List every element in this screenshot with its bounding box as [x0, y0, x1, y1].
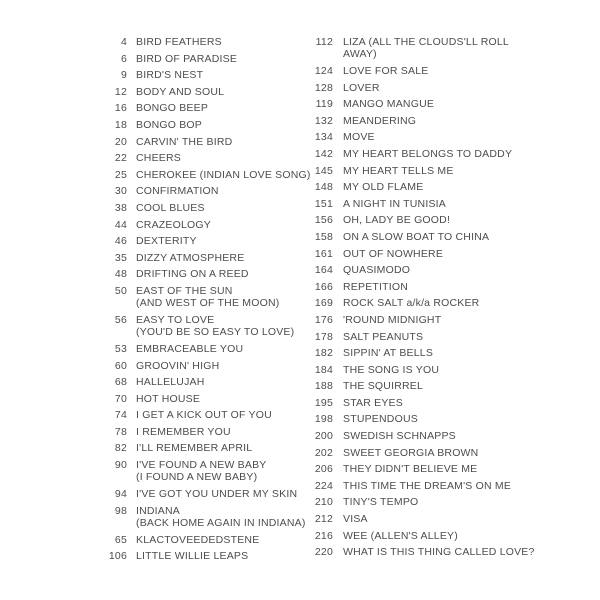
- entry-title: STUPENDOUS: [343, 413, 418, 426]
- entry-title: DRIFTING ON A REED: [136, 268, 249, 281]
- entry-page-number: 176: [314, 313, 333, 326]
- index-entry: [99, 550, 314, 562]
- entry-page-number: 212: [314, 513, 333, 526]
- entry-title: OUT OF NOWHERE: [343, 247, 444, 260]
- entry-page-number: 178: [314, 330, 333, 343]
- entry-title: KLACTOVEEDEDSTENE: [136, 533, 260, 546]
- index-entry: [305, 131, 535, 143]
- entry-page-number: 220: [314, 546, 333, 559]
- entry-page-number: 30: [114, 185, 127, 198]
- entry-title: I GET A KICK OUT OF YOU: [136, 409, 272, 422]
- entry-page-number: 119: [315, 98, 333, 111]
- entry-title: STAR EYES: [343, 396, 403, 409]
- entry-title: SWEDISH SCHNAPPS: [343, 430, 456, 443]
- index-entry: [305, 98, 535, 110]
- entry-page-number: 134: [314, 131, 333, 144]
- entry-title: MY OLD FLAME: [343, 181, 424, 194]
- index-entry: [305, 397, 535, 409]
- index-entry: [305, 165, 535, 177]
- index-entry: [305, 198, 535, 210]
- index-entry: [99, 285, 314, 310]
- entry-page-number: 182: [314, 347, 333, 360]
- index-entry: [99, 426, 314, 438]
- entry-title: EASY TO LOVE (YOU'D BE SO EASY TO LOVE): [136, 313, 295, 339]
- index-entry: [305, 447, 535, 459]
- entry-title: I'VE GOT YOU UNDER MY SKIN: [136, 488, 298, 501]
- entry-title: BONGO BEEP: [136, 102, 209, 115]
- index-entry: [99, 534, 314, 546]
- entry-title: ON A SLOW BOAT TO CHINA: [343, 230, 490, 243]
- entry-title: MY HEART BELONGS TO DADDY: [343, 147, 513, 160]
- entry-title: OH, LADY BE GOOD!: [343, 214, 451, 227]
- entry-page-number: 166: [314, 280, 333, 293]
- entry-title: BODY AND SOUL: [136, 85, 225, 98]
- entry-page-number: 25: [114, 168, 127, 181]
- entry-title: BIRD'S NEST: [136, 69, 204, 82]
- entry-title: THE SQUIRREL: [343, 380, 423, 393]
- index-entry: [305, 530, 535, 542]
- entry-page-number: 18: [114, 118, 127, 131]
- entry-page-number: 90: [114, 459, 127, 472]
- entry-title: LIZA (ALL THE CLOUDS'LL ROLL AWAY): [343, 36, 509, 61]
- entry-page-number: 184: [314, 363, 333, 376]
- entry-title: MEANDERING: [343, 114, 417, 127]
- entry-title: 'ROUND MIDNIGHT: [343, 313, 442, 326]
- entry-title: MANGO MANGUE: [343, 98, 435, 111]
- entry-title: BIRD FEATHERS: [136, 36, 222, 48]
- entry-page-number: 202: [314, 446, 333, 459]
- entry-page-number: 50: [114, 284, 127, 297]
- entry-title: LOVE FOR SALE: [343, 65, 429, 77]
- entry-title: GROOVIN' HIGH: [136, 359, 220, 372]
- entry-page-number: 53: [114, 342, 127, 355]
- index-entry: [99, 376, 314, 388]
- entry-page-number: 38: [114, 201, 127, 214]
- entry-page-number: 44: [114, 218, 127, 231]
- index-entry: [99, 360, 314, 372]
- entry-page-number: 142: [314, 147, 333, 160]
- index-entry: [99, 185, 314, 197]
- index-entry: [305, 480, 535, 492]
- entry-title: VISA: [343, 513, 368, 526]
- entry-title: DIZZY ATMOSPHERE: [136, 251, 245, 264]
- index-entry: [99, 102, 314, 114]
- entry-title: WEE (ALLEN'S ALLEY): [343, 529, 458, 542]
- entry-title: HOT HOUSE: [136, 392, 201, 405]
- entry-title: I REMEMBER YOU: [136, 425, 231, 438]
- index-entry: [305, 281, 535, 293]
- entry-page-number: 112: [315, 36, 333, 48]
- entry-title: I'LL REMEMBER APRIL: [136, 442, 253, 455]
- entry-page-number: 46: [114, 235, 127, 248]
- entry-title: CRAZEOLOGY: [136, 218, 211, 231]
- index-entry: [99, 393, 314, 405]
- entry-title: THE SONG IS YOU: [343, 363, 440, 376]
- entry-page-number: 156: [314, 214, 333, 227]
- index-left-column: [99, 36, 314, 567]
- entry-page-number: 132: [314, 114, 333, 127]
- entry-page-number: 198: [314, 413, 333, 426]
- index-entry: [99, 53, 314, 65]
- entry-title: CONFIRMATION: [136, 185, 219, 198]
- index-entry: [305, 380, 535, 392]
- entry-title: REPETITION: [343, 280, 409, 293]
- index-entry: [305, 347, 535, 359]
- entry-page-number: 188: [314, 380, 333, 393]
- index-entry: [305, 413, 535, 425]
- entry-page-number: 145: [314, 164, 333, 177]
- entry-page-number: 82: [114, 442, 127, 455]
- index-entry: [99, 36, 314, 48]
- entry-title: LITTLE WILLIE LEAPS: [136, 550, 249, 563]
- entry-page-number: 60: [114, 359, 127, 372]
- entry-title: A NIGHT IN TUNISIA: [343, 197, 446, 210]
- entry-title: SIPPIN' AT BELLS: [343, 347, 434, 360]
- entry-page-number: 164: [314, 264, 333, 277]
- index-entry: [99, 252, 314, 264]
- entry-page-number: 200: [314, 430, 333, 443]
- entry-page-number: 74: [114, 409, 127, 422]
- index-entry: [305, 181, 535, 193]
- entry-title: TINY'S TEMPO: [343, 496, 419, 509]
- index-entry: [99, 119, 314, 131]
- entry-title: I'VE FOUND A NEW BABY (I FOUND A NEW BABY): [136, 459, 267, 484]
- entry-page-number: 70: [114, 392, 127, 405]
- index-entry: [305, 65, 535, 77]
- entry-title: DEXTERITY: [136, 235, 197, 248]
- entry-title: HALLELUJAH: [136, 376, 205, 389]
- entry-page-number: 195: [314, 396, 333, 409]
- entry-page-number: 16: [114, 102, 127, 115]
- entry-page-number: 65: [114, 533, 127, 546]
- index-entry: [305, 364, 535, 376]
- index-entry: [305, 214, 535, 226]
- entry-title: THEY DIDN'T BELIEVE ME: [343, 463, 478, 476]
- entry-title: CHEERS: [136, 152, 181, 165]
- index-entry: [99, 442, 314, 454]
- entry-page-number: 224: [314, 479, 333, 492]
- entry-title: QUASIMODO: [343, 264, 411, 277]
- index-entry: [99, 169, 314, 181]
- entry-page-number: 56: [114, 313, 127, 326]
- index-entry: [305, 513, 535, 525]
- index-entry: [305, 36, 535, 61]
- entry-title: EMBRACEABLE YOU: [136, 342, 244, 355]
- entry-page-number: 68: [114, 376, 127, 389]
- entry-page-number: 124: [314, 65, 333, 77]
- entry-title: SWEET GEORGIA BROWN: [343, 446, 479, 459]
- index-entry: [305, 231, 535, 243]
- entry-title: BIRD OF PARADISE: [136, 52, 238, 65]
- index-entry: [99, 202, 314, 214]
- index-right-column: [305, 36, 535, 563]
- index-entry: [99, 235, 314, 247]
- entry-page-number: 94: [114, 488, 127, 501]
- index-entry: [99, 505, 314, 530]
- entry-page-number: 158: [314, 230, 333, 243]
- entry-page-number: 169: [314, 297, 333, 310]
- entry-title: BONGO BOP: [136, 118, 202, 131]
- index-entry: [99, 152, 314, 164]
- index-entry: [99, 86, 314, 98]
- index-entry: [305, 115, 535, 127]
- index-entry: [305, 297, 535, 309]
- entry-page-number: 148: [314, 181, 333, 194]
- entry-title: COOL BLUES: [136, 201, 205, 214]
- entry-page-number: 210: [314, 496, 333, 509]
- entry-title: THIS TIME THE DREAM'S ON ME: [343, 479, 512, 492]
- entry-page-number: 12: [114, 85, 127, 98]
- index-entry: [99, 343, 314, 355]
- entry-title: WHAT IS THIS THING CALLED LOVE?: [343, 546, 535, 559]
- index-entry: [305, 148, 535, 160]
- index-entry: [305, 248, 535, 260]
- entry-title: MOVE: [343, 131, 375, 144]
- entry-title: EAST OF THE SUN (AND WEST OF THE MOON): [136, 284, 280, 310]
- entry-title: MY HEART TELLS ME: [343, 164, 454, 177]
- index-entry: [99, 409, 314, 421]
- index-entry: [99, 219, 314, 231]
- entry-page-number: 20: [114, 135, 127, 148]
- index-entry: [305, 82, 535, 94]
- entry-page-number: 161: [314, 247, 333, 260]
- entry-title: ROCK SALT a/k/a ROCKER: [343, 297, 480, 310]
- entry-page-number: 9: [120, 69, 127, 82]
- entry-page-number: 128: [314, 81, 333, 94]
- index-entry: [305, 546, 535, 558]
- entry-page-number: 78: [114, 425, 127, 438]
- index-entry: [305, 314, 535, 326]
- index-entry: [305, 331, 535, 343]
- index-entry: [305, 463, 535, 475]
- index-entry: [99, 314, 314, 339]
- entry-page-number: 216: [314, 529, 333, 542]
- index-entry: [99, 268, 314, 280]
- index-entry: [305, 430, 535, 442]
- entry-title: CHEROKEE (INDIAN LOVE SONG): [136, 168, 311, 181]
- entry-page-number: 206: [314, 463, 333, 476]
- entry-page-number: 4: [120, 36, 127, 48]
- index-entry: [305, 496, 535, 508]
- entry-page-number: 151: [314, 197, 333, 210]
- index-entry: [99, 136, 314, 148]
- index-entry: [99, 459, 314, 484]
- entry-page-number: 48: [114, 268, 127, 281]
- entry-page-number: 6: [120, 52, 127, 65]
- entry-page-number: 22: [114, 152, 127, 165]
- entry-page-number: 106: [108, 550, 127, 563]
- entry-page-number: 98: [114, 504, 127, 517]
- entry-title: INDIANA (BACK HOME AGAIN IN INDIANA): [136, 504, 306, 530]
- index-entry: [99, 488, 314, 500]
- entry-title: CARVIN' THE BIRD: [136, 135, 233, 148]
- entry-title: LOVER: [343, 81, 380, 94]
- index-entry: [99, 69, 314, 81]
- entry-page-number: 35: [114, 251, 127, 264]
- index-entry: [305, 264, 535, 276]
- entry-title: SALT PEANUTS: [343, 330, 424, 343]
